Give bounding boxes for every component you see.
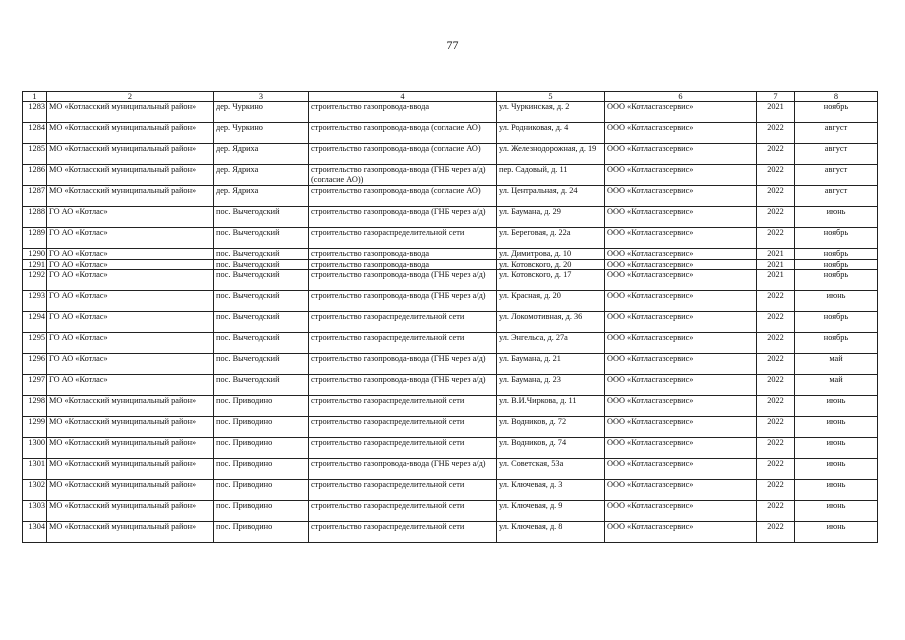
cell-contractor: ООО «Котласгазсервис» [605, 396, 757, 417]
table-row [23, 291, 878, 312]
column-header-row [23, 92, 878, 102]
table-row [23, 186, 878, 207]
cell-address: ул. Береговая, д. 22а [497, 228, 605, 249]
cell-year: 2022 [757, 459, 795, 480]
cell-settlement: пос. Приводино [214, 459, 309, 480]
cell-contractor: ООО «Котласгазсервис» [605, 270, 757, 291]
cell-row-number: 1288 [23, 207, 47, 228]
cell-year: 2022 [757, 354, 795, 375]
cell-work-type: строительство газопровода-ввода [309, 102, 497, 123]
cell-work-type: строительство газораспределительной сети [309, 312, 497, 333]
table-row [23, 354, 878, 375]
cell-year: 2021 [757, 259, 795, 269]
cell-year: 2022 [757, 165, 795, 186]
cell-settlement: дер. Чуркино [214, 123, 309, 144]
cell-year: 2022 [757, 123, 795, 144]
cell-contractor: ООО «Котласгазсервис» [605, 375, 757, 396]
cell-municipality: ГО АО «Котлас» [47, 312, 214, 333]
cell-settlement: дер. Чуркино [214, 102, 309, 123]
cell-municipality: ГО АО «Котлас» [47, 249, 214, 259]
cell-address: пер. Садовый, д. 11 [497, 165, 605, 186]
column-header: 4 [309, 92, 497, 102]
cell-year: 2022 [757, 291, 795, 312]
table-row [23, 228, 878, 249]
cell-year: 2022 [757, 480, 795, 501]
cell-month: июнь [795, 417, 878, 438]
cell-settlement: пос. Вычегодский [214, 312, 309, 333]
cell-row-number: 1291 [23, 259, 47, 269]
cell-row-number: 1292 [23, 270, 47, 291]
cell-municipality: ГО АО «Котлас» [47, 228, 214, 249]
cell-contractor: ООО «Котласгазсервис» [605, 123, 757, 144]
cell-address: ул. Чуркинская, д. 2 [497, 102, 605, 123]
cell-year: 2022 [757, 417, 795, 438]
cell-contractor: ООО «Котласгазсервис» [605, 522, 757, 543]
cell-work-type: строительство газораспределительной сети [309, 333, 497, 354]
cell-month: июнь [795, 291, 878, 312]
cell-contractor: ООО «Котласгазсервис» [605, 417, 757, 438]
cell-work-type: строительство газопровода-ввода [309, 259, 497, 269]
cell-contractor: ООО «Котласгазсервис» [605, 333, 757, 354]
cell-year: 2021 [757, 270, 795, 291]
cell-row-number: 1295 [23, 333, 47, 354]
cell-year: 2022 [757, 396, 795, 417]
cell-work-type: строительство газопровода-ввода (ГНБ через а/д) [309, 375, 497, 396]
cell-address: ул. Родниковая, д. 4 [497, 123, 605, 144]
cell-year: 2022 [757, 144, 795, 165]
cell-address: ул. Водников, д. 74 [497, 438, 605, 459]
table-row [23, 480, 878, 501]
cell-work-type: строительство газораспределительной сети [309, 438, 497, 459]
works-table [22, 91, 878, 543]
cell-work-type: строительство газораспределительной сети [309, 501, 497, 522]
table-row [23, 333, 878, 354]
cell-municipality: МО «Котласский муниципальный район» [47, 522, 214, 543]
cell-address: ул. Красная, д. 20 [497, 291, 605, 312]
cell-year: 2022 [757, 375, 795, 396]
table-row [23, 417, 878, 438]
cell-work-type: строительство газораспределительной сети [309, 228, 497, 249]
cell-row-number: 1286 [23, 165, 47, 186]
cell-address: ул. Котовского, д. 20 [497, 259, 605, 269]
cell-row-number: 1289 [23, 228, 47, 249]
cell-month: ноябрь [795, 228, 878, 249]
cell-settlement: пос. Вычегодский [214, 291, 309, 312]
cell-address: ул. Ключевая, д. 9 [497, 501, 605, 522]
cell-row-number: 1303 [23, 501, 47, 522]
cell-municipality: МО «Котласский муниципальный район» [47, 480, 214, 501]
cell-year: 2022 [757, 333, 795, 354]
cell-month: июнь [795, 480, 878, 501]
cell-contractor: ООО «Котласгазсервис» [605, 438, 757, 459]
cell-month: май [795, 354, 878, 375]
table-row [23, 438, 878, 459]
cell-row-number: 1297 [23, 375, 47, 396]
cell-settlement: пос. Приводино [214, 501, 309, 522]
cell-month: ноябрь [795, 249, 878, 259]
cell-contractor: ООО «Котласгазсервис» [605, 312, 757, 333]
cell-settlement: пос. Вычегодский [214, 249, 309, 259]
cell-row-number: 1296 [23, 354, 47, 375]
cell-municipality: ГО АО «Котлас» [47, 270, 214, 291]
cell-year: 2021 [757, 249, 795, 259]
cell-contractor: ООО «Котласгазсервис» [605, 186, 757, 207]
cell-contractor: ООО «Котласгазсервис» [605, 249, 757, 259]
table-row [23, 312, 878, 333]
table-row [23, 522, 878, 543]
cell-year: 2022 [757, 522, 795, 543]
cell-municipality: МО «Котласский муниципальный район» [47, 501, 214, 522]
cell-month: август [795, 186, 878, 207]
cell-work-type: строительство газопровода-ввода (ГНБ через а/д) [309, 291, 497, 312]
table-row [23, 102, 878, 123]
cell-municipality: МО «Котласский муниципальный район» [47, 123, 214, 144]
cell-month: август [795, 165, 878, 186]
cell-contractor: ООО «Котласгазсервис» [605, 102, 757, 123]
cell-month: август [795, 144, 878, 165]
cell-row-number: 1298 [23, 396, 47, 417]
cell-contractor: ООО «Котласгазсервис» [605, 207, 757, 228]
table-row [23, 270, 878, 291]
cell-municipality: ГО АО «Котлас» [47, 333, 214, 354]
table-body [23, 92, 878, 543]
column-header: 7 [757, 92, 795, 102]
cell-contractor: ООО «Котласгазсервис» [605, 259, 757, 269]
cell-address: ул. Баумана, д. 23 [497, 375, 605, 396]
cell-work-type: строительство газопровода-ввода [309, 249, 497, 259]
cell-municipality: ГО АО «Котлас» [47, 354, 214, 375]
column-header: 3 [214, 92, 309, 102]
cell-municipality: МО «Котласский муниципальный район» [47, 144, 214, 165]
cell-month: июнь [795, 459, 878, 480]
cell-month: июнь [795, 396, 878, 417]
cell-address: ул. Баумана, д. 21 [497, 354, 605, 375]
cell-contractor: ООО «Котласгазсервис» [605, 480, 757, 501]
cell-year: 2022 [757, 501, 795, 522]
cell-month: июнь [795, 501, 878, 522]
cell-work-type: строительство газопровода-ввода (ГНБ через а/д) [309, 354, 497, 375]
cell-year: 2022 [757, 186, 795, 207]
cell-settlement: пос. Вычегодский [214, 259, 309, 269]
cell-contractor: ООО «Котласгазсервис» [605, 501, 757, 522]
cell-work-type: строительство газопровода-ввода (согласие АО) [309, 186, 497, 207]
cell-row-number: 1304 [23, 522, 47, 543]
cell-row-number: 1301 [23, 459, 47, 480]
cell-work-type: строительство газораспределительной сети [309, 396, 497, 417]
cell-year: 2022 [757, 207, 795, 228]
cell-address: ул. Ключевая, д. 3 [497, 480, 605, 501]
cell-year: 2022 [757, 312, 795, 333]
cell-work-type: строительство газопровода-ввода (согласие АО) [309, 144, 497, 165]
column-header: 5 [497, 92, 605, 102]
cell-row-number: 1284 [23, 123, 47, 144]
cell-municipality: ГО АО «Котлас» [47, 291, 214, 312]
cell-row-number: 1283 [23, 102, 47, 123]
cell-address: ул. В.И.Чиркова, д. 11 [497, 396, 605, 417]
cell-address: ул. Центральная, д. 24 [497, 186, 605, 207]
cell-month: июнь [795, 438, 878, 459]
cell-month: ноябрь [795, 312, 878, 333]
cell-work-type: строительство газопровода-ввода (согласие АО) [309, 123, 497, 144]
cell-month: июнь [795, 207, 878, 228]
cell-row-number: 1285 [23, 144, 47, 165]
cell-settlement: пос. Вычегодский [214, 270, 309, 291]
cell-work-type: строительство газораспределительной сети [309, 480, 497, 501]
table-row [23, 165, 878, 186]
cell-settlement: пос. Приводино [214, 480, 309, 501]
cell-municipality: ГО АО «Котлас» [47, 375, 214, 396]
cell-row-number: 1299 [23, 417, 47, 438]
cell-contractor: ООО «Котласгазсервис» [605, 291, 757, 312]
cell-row-number: 1300 [23, 438, 47, 459]
cell-address: ул. Водников, д. 72 [497, 417, 605, 438]
cell-work-type: строительство газопровода-ввода (ГНБ через а/д) [309, 459, 497, 480]
page-number: 77 [446, 38, 459, 52]
column-header: 8 [795, 92, 878, 102]
cell-address: ул. Железнодорожная, д. 19 [497, 144, 605, 165]
cell-settlement: дер. Ядриха [214, 165, 309, 186]
cell-settlement: пос. Вычегодский [214, 333, 309, 354]
cell-month: ноябрь [795, 333, 878, 354]
cell-municipality: ГО АО «Котлас» [47, 259, 214, 269]
cell-year: 2022 [757, 228, 795, 249]
cell-settlement: пос. Вычегодский [214, 354, 309, 375]
cell-settlement: дер. Ядриха [214, 186, 309, 207]
table-row [23, 459, 878, 480]
cell-row-number: 1302 [23, 480, 47, 501]
cell-month: ноябрь [795, 259, 878, 269]
table-row [23, 375, 878, 396]
cell-contractor: ООО «Котласгазсервис» [605, 459, 757, 480]
cell-settlement: пос. Приводино [214, 396, 309, 417]
cell-year: 2022 [757, 438, 795, 459]
table-row [23, 396, 878, 417]
cell-municipality: МО «Котласский муниципальный район» [47, 459, 214, 480]
column-header: 2 [47, 92, 214, 102]
cell-row-number: 1294 [23, 312, 47, 333]
cell-year: 2021 [757, 102, 795, 123]
cell-work-type: строительство газопровода-ввода (ГНБ через а/д) (согласие АО)) [309, 165, 497, 186]
cell-settlement: пос. Приводино [214, 522, 309, 543]
table-row [23, 144, 878, 165]
cell-municipality: МО «Котласский муниципальный район» [47, 102, 214, 123]
cell-contractor: ООО «Котласгазсервис» [605, 144, 757, 165]
cell-contractor: ООО «Котласгазсервис» [605, 354, 757, 375]
cell-address: ул. Советская, 53а [497, 459, 605, 480]
table-row [23, 207, 878, 228]
cell-settlement: дер. Ядриха [214, 144, 309, 165]
cell-address: ул. Котовского, д. 17 [497, 270, 605, 291]
cell-row-number: 1287 [23, 186, 47, 207]
cell-month: май [795, 375, 878, 396]
cell-row-number: 1293 [23, 291, 47, 312]
cell-month: ноябрь [795, 102, 878, 123]
cell-address: ул. Энгельса, д. 27а [497, 333, 605, 354]
cell-month: июнь [795, 522, 878, 543]
cell-settlement: пос. Вычегодский [214, 228, 309, 249]
cell-month: ноябрь [795, 270, 878, 291]
cell-month: август [795, 123, 878, 144]
cell-municipality: МО «Котласский муниципальный район» [47, 396, 214, 417]
cell-municipality: МО «Котласский муниципальный район» [47, 417, 214, 438]
cell-address: ул. Локомотивная, д. 36 [497, 312, 605, 333]
cell-address: ул. Баумана, д. 29 [497, 207, 605, 228]
cell-work-type: строительство газопровода-ввода (ГНБ через а/д) [309, 207, 497, 228]
cell-work-type: строительство газораспределительной сети [309, 522, 497, 543]
table-row [23, 259, 878, 269]
cell-settlement: пос. Приводино [214, 438, 309, 459]
cell-municipality: МО «Котласский муниципальный район» [47, 438, 214, 459]
cell-settlement: пос. Вычегодский [214, 207, 309, 228]
cell-municipality: ГО АО «Котлас» [47, 207, 214, 228]
table-row [23, 123, 878, 144]
cell-contractor: ООО «Котласгазсервис» [605, 165, 757, 186]
cell-contractor: ООО «Котласгазсервис» [605, 228, 757, 249]
table-row [23, 249, 878, 259]
cell-work-type: строительство газораспределительной сети [309, 417, 497, 438]
cell-settlement: пос. Вычегодский [214, 375, 309, 396]
table-row [23, 501, 878, 522]
cell-municipality: МО «Котласский муниципальный район» [47, 186, 214, 207]
cell-row-number: 1290 [23, 249, 47, 259]
cell-municipality: МО «Котласский муниципальный район» [47, 165, 214, 186]
column-header: 1 [23, 92, 47, 102]
cell-address: ул. Ключевая, д. 8 [497, 522, 605, 543]
cell-address: ул. Димитрова, д. 10 [497, 249, 605, 259]
column-header: 6 [605, 92, 757, 102]
cell-settlement: пос. Приводино [214, 417, 309, 438]
cell-work-type: строительство газопровода-ввода (ГНБ через а/д) [309, 270, 497, 291]
